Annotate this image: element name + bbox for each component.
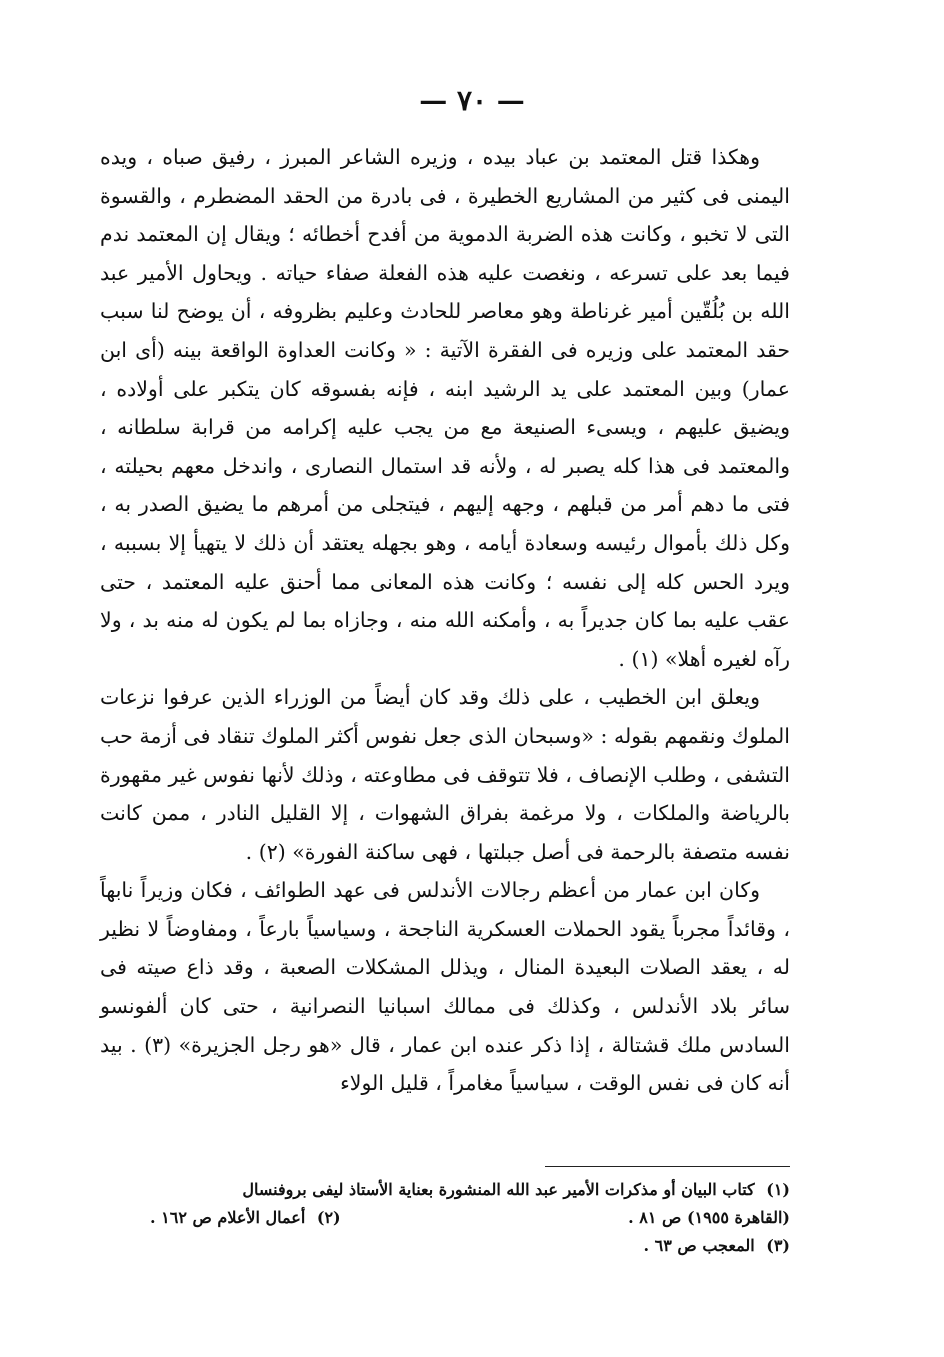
footnote-1-number: (١) xyxy=(766,1180,790,1199)
footnote-3 xyxy=(150,1232,790,1260)
footnote-2-text: أعمال الأعلام ص ١٦٢ . xyxy=(150,1208,306,1227)
paragraph-2: ويعلق ابن الخطيب ، على ذلك وقد كان أيضاً من الوزراء الذين عرفوا نزعات الملوك ونقمهم بقوله : «وسبحان الذى جعل نفوس أكثر الملوك تنقاد فى أزمة حب التشفى ، وطلب الإنصاف ، فلا تتوقف فى مطاوعته ، وذلك لأنها نفوس غير مقهورة بالرياضة والملكات ، ولا مرغمة بفراق الشهوات ، إلا القليل النادر ، ممن كانت نفسه متصفة بالرحمة فى أصل جبلتها ، فهى ساكنة الفورة» (٢) . xyxy=(100,685,790,864)
body-text xyxy=(100,138,790,1103)
footnote-divider xyxy=(545,1166,790,1167)
footnote-row xyxy=(150,1204,790,1232)
footnote-1-text: كتاب البيان أو مذكرات الأمير عبد الله المنشورة بعناية الأستاذ ليفى بروفنسال xyxy=(242,1180,755,1199)
footnote-3-number: (٣) xyxy=(766,1236,790,1255)
footnote-3-text: المعجب ص ٦٣ . xyxy=(643,1236,755,1255)
footnote-1-continuation: (القاهرة ١٩٥٥) ص ٨١ . xyxy=(628,1208,790,1227)
footnote-2-number: (٢) xyxy=(316,1208,341,1227)
footnote-2 xyxy=(150,1204,341,1232)
footnote-1 xyxy=(150,1176,790,1204)
footnotes xyxy=(150,1176,790,1260)
paragraph-3: وكان ابن عمار من أعظم رجالات الأندلس فى عهد الطوائف ، فكان وزيراً نابهاً ، وقائداً مجرباً يقود الحملات العسكرية الناجحة ، وسياسياً بارعاً ، ومفاوضاً لا نظير له ، يعقد الصلات البعيدة المنال ، ويذلل المشكلات الصعبة ، وقد ذاع صيته فى سائر بلاد الأندلس ، وكذلك فى ممالك اسبانيا النصرانية ، حتى كان ألفونسو السادس ملك قشتالة ، إذا ذكر عنده ابن عمار ، قال «هو رجل الجزيرة» (٣) . بيد أنه كان فى نفس الوقت ، سياسياً مغامراً ، قليل الولاء xyxy=(100,878,790,1096)
paragraph-1: وهكذا قتل المعتمد بن عباد بيده ، وزيره الشاعر المبرز ، رفيق صباه ، ويده اليمنى فى كثير من المشاريع الخطيرة ، فى بادرة من الحقد المضطرم ، والقسوة التى لا تخبو ، وكانت هذه الضربة الدموية من أفدح أخطائه ؛ ويقال إن المعتمد ندم فيما بعد على تسرعه ، ونغصت عليه هذه الفعلة صفاء حياته . ويحاول الأمير عبد الله بن بُلُقّين أمير غرناطة وهو معاصر للحادث وعليم بظروفه ، أن يوضح لنا سبب حقد المعتمد على وزيره فى الفقرة الآتية : « وكانت العداوة الواقعة بينه (أى ابن عمار) وبين المعتمد على يد الرشيد ابنه ، فإنه بفسوقه كان يتكبر على أولاده ، ويضيق عليهم ، ويسىء الصنيعة مع من يجب عليه إكرامه من قرابة سلطانه ، والمعتمد فى هذا كله يصبر له ، ولأنه قد استمال النصارى ، واندخل معهم بحيلته ، فتى ما دهم أمر من قبلهم ، وجهه إليهم ، فيتجلى من أمرهم ما يضيق الصدر به ، وكل ذلك بأموال رئيسه وسعادة أيامه ، وهو بجهله يعتقد أن ذلك لا يتهيأ إلا بسببه ، ويرد الحس كله إلى نفسه ؛ وكانت هذه المعانى مما أحنق عليه المعتمد ، حتى عقب عليه بما كان جديراً به ، وأمكنه الله منه ، وجازاه بما لم يكون له منه بد ، ولا رآه لغيره أهلا» (١) . xyxy=(100,145,790,671)
page-number: — ٧٠ — xyxy=(419,84,525,117)
